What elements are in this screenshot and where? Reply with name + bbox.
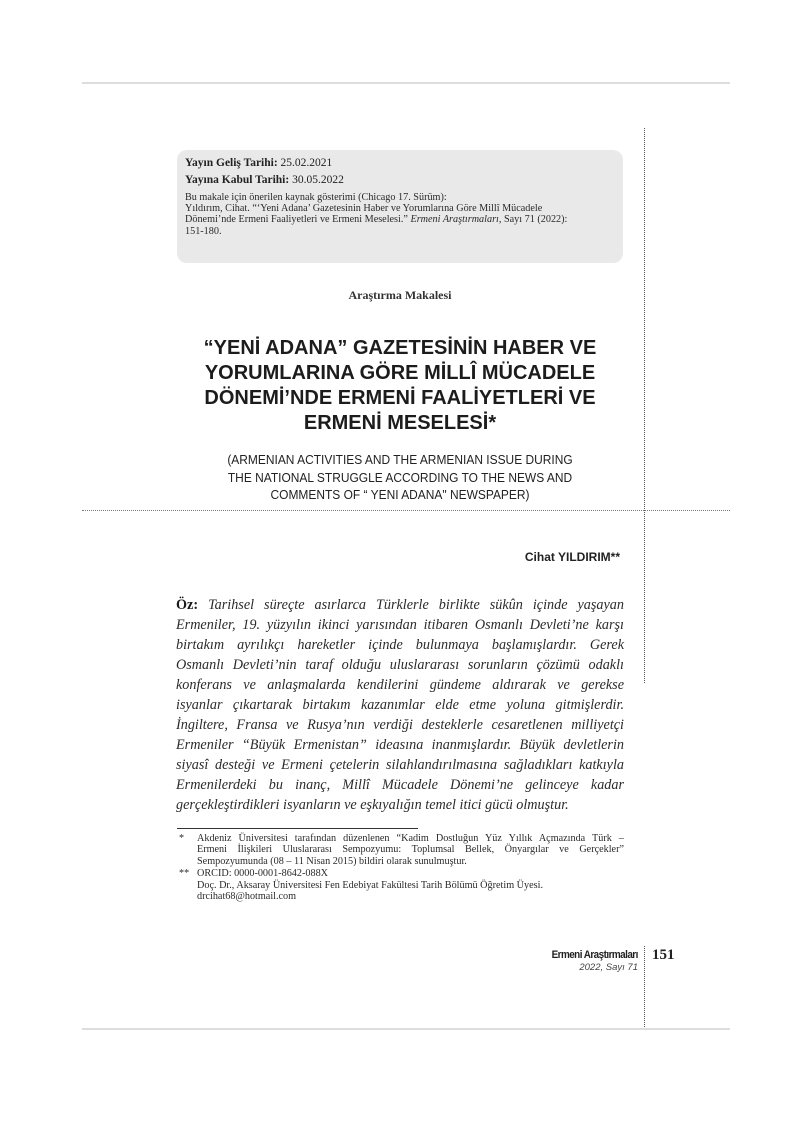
orcid: ORCID: 0000-0001-8642-088X — [197, 868, 329, 880]
footnote-line: Sempozyumunda (08 – 11 Nisan 2015) bildiri olarak sunulmuştur. — [197, 855, 467, 867]
abstract-line: Ermeniler “Büyük Ermenistan” ideasına inanmışlardır. Büyük devletlerin — [176, 737, 624, 753]
footnote-conference — [177, 833, 624, 867]
abstract-line: Ermeniler, 19. yüzyılın ikinci yarısından itibaren Osmanlı Devleti’ne karşı — [176, 617, 624, 633]
citation-line: Yıldırım, Cihat. “‘Yeni Adana’ Gazetesinin Haber ve Yorumlarına Göre Millî Mücadele — [185, 203, 543, 215]
footnotes — [177, 833, 624, 903]
abstract-line: Osmanlı Devleti’nin taraf olduğu uluslararası sorunların çözümü odaklı — [176, 657, 624, 673]
publication-dates — [185, 155, 344, 189]
accepted-label: Yayına Kabul Tarihi: — [185, 174, 290, 186]
dotted-separator — [82, 510, 730, 511]
article-title — [150, 336, 650, 436]
abstract-line: siyasî desteği ve Ermeni çetelerin silahlandırılmasına sağladıkları katkıyla — [176, 757, 624, 773]
footnote-mark: ** — [179, 868, 190, 880]
subtitle-line: (ARMENIAN ACTIVITIES AND THE ARMENIAN ISSUE DURING — [227, 452, 573, 467]
title-line: “YENİ ADANA” GAZETESİNİN HABER VE — [203, 337, 597, 359]
top-rule — [82, 82, 730, 84]
author-email-link[interactable]: drcihat68@hotmail.com — [197, 891, 297, 903]
article-type: Araştırma Makalesi — [348, 288, 452, 302]
abstract-line: isyanlar çıkartarak birtakım kazanımlar elde etme yoluna gitmişlerdir. — [176, 697, 624, 713]
subtitle-line: THE NATIONAL STRUGGLE ACCORDING TO THE NEWS AND — [227, 469, 573, 485]
accepted-date-row — [185, 172, 344, 189]
footnote-line: Ermeni İlişkileri Uluslararası Sempozyumu: Toplumsal Bellek, Önyargılar ve Gerçekler” — [197, 844, 624, 856]
abstract-line: gerçekleştirdikleri isyanların ve eşkıyalığın temel itici gücü olmuştur. — [176, 797, 569, 813]
english-title — [170, 451, 630, 504]
title-line: DÖNEMİ’NDE ERMENİ FAALİYETLERİ VE — [204, 387, 596, 409]
author-affiliation: Doç. Dr., Aksaray Üniversitesi Fen Edebiyat Fakültesi Tarih Bölümü Öğretim Üyesi. — [197, 879, 543, 891]
citation-pages: 151-180. — [185, 225, 222, 237]
received-date: 25.02.2021 — [280, 157, 333, 169]
footnote-separator — [177, 828, 418, 829]
bottom-rule — [82, 1028, 730, 1030]
citation-line — [185, 214, 617, 225]
citation-title-end: Dönemi’nde Ermeni Faaliyetleri ve Ermeni Meselesi.” — [185, 214, 411, 226]
footnote-author — [177, 868, 624, 902]
page-number: 151 — [652, 947, 675, 963]
citation-intro: Bu makale için önerilen kaynak gösterimi (Chicago 17. Sürüm): — [185, 192, 447, 203]
citation — [185, 192, 617, 237]
author-name: Cihat YILDIRIM** — [524, 550, 620, 564]
abstract-line: konferans ve anlaşmalarda kendilerini gündeme aldırarak ve gerekse — [176, 677, 624, 693]
accepted-date: 30.05.2022 — [292, 174, 344, 186]
title-line: YORUMLARINA GÖRE MİLLÎ MÜCADELE — [204, 362, 596, 384]
margin-dotted-line-footer — [644, 946, 645, 1029]
abstract-line — [176, 595, 624, 615]
abstract — [176, 595, 624, 815]
footer-issue: 2022, Sayı 71 — [579, 962, 638, 973]
abstract-line: İngiltere, Fransa ve Rusya’nın verdiği desteklerle cesaretlenen milliyetçi — [176, 717, 624, 733]
received-date-row — [185, 155, 344, 172]
citation-issue: , Sayı 71 (2022): — [498, 214, 568, 226]
abstract-label: Öz: — [176, 597, 199, 613]
received-label: Yayın Geliş Tarihi: — [185, 157, 278, 169]
abstract-text: Tarihsel süreçte asırlarca Türklerle birlikte sükûn içinde yaşayan — [208, 597, 624, 613]
citation-journal: Ermeni Araştırmaları — [410, 214, 499, 226]
title-line: ERMENİ MESELESİ* — [303, 412, 497, 434]
abstract-line: Ermenilerdeki bu inanç, Millî Mücadele Dönemi’ne gelinceye kadar — [176, 777, 624, 793]
abstract-line: birtakım ayrılıkçı hareketler içinde bulunmaya başlamışlardır. Gerek — [176, 637, 624, 653]
footnote-line: Akdeniz Üniversitesi tarafından düzenlenen “Kadim Dostluğun Yüz Yıllık Açmazında Türk – — [197, 833, 624, 844]
footnote-mark: * — [179, 833, 185, 844]
footer-journal-name: Ermeni Araştırmaları — [551, 949, 638, 961]
subtitle-line: COMMENTS OF “ YENI ADANA" NEWSPAPER) — [270, 487, 530, 502]
